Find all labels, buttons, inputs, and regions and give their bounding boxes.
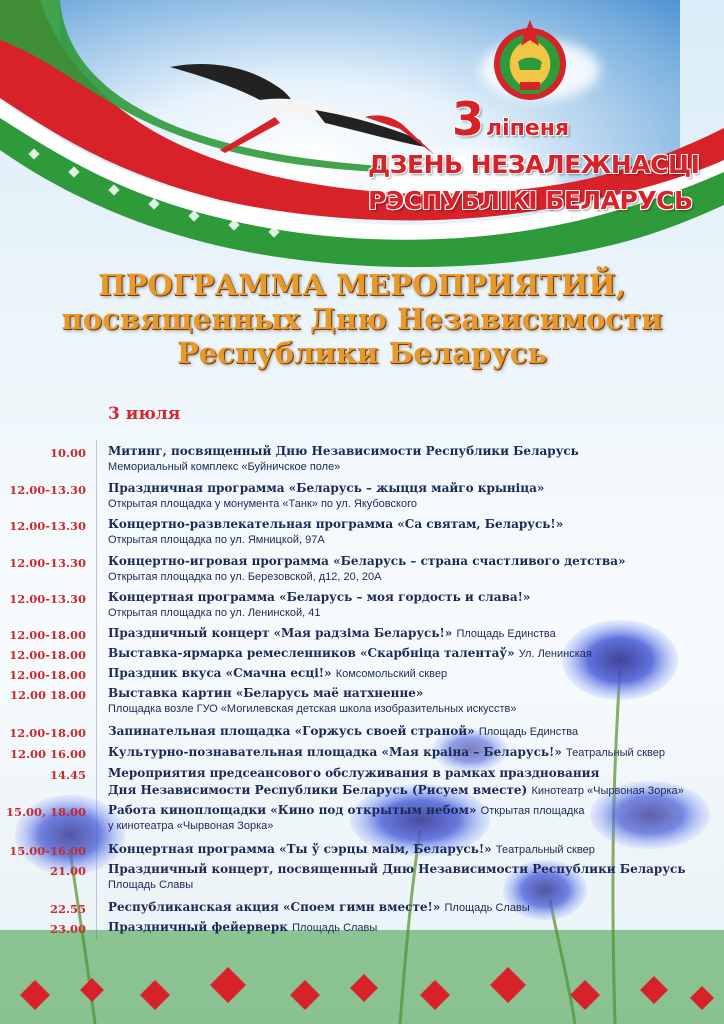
- event-title: Концертно-развлекательная программа «Са святам, Беларусь!»: [108, 517, 564, 531]
- date-heading: 3 июля: [108, 404, 181, 424]
- event-time: 12.00-18.00: [9, 668, 86, 682]
- event-title: Концертная программа «Ты ў сэрцы маім, Беларусь!» Театральный сквер: [108, 842, 595, 856]
- event-time: 21.00: [49, 864, 86, 878]
- event-title: Праздничный фейерверк Площадь Славы: [108, 920, 378, 934]
- event-place: Открытая площадка по ул. Ленинской, 41: [108, 607, 321, 619]
- stork-illustration: [165, 55, 445, 165]
- event-time: 12.00-13.30: [9, 556, 86, 570]
- event-title: Республиканская акция «Споем гимн вместе!» Площадь Славы: [108, 900, 530, 914]
- banner-date-number: 3: [452, 92, 485, 146]
- event-place: Мемориальный комплекс «Буйничское поле»: [108, 461, 341, 473]
- event-title: Работа киноплощадки «Кино под открытым небом» Открытая площадка: [108, 803, 585, 817]
- event-time: 10.00: [49, 446, 86, 460]
- event-time: 15.00-16.00: [9, 844, 86, 858]
- event-title: Дня Независимости Республики Беларусь (Рисуем вместе) Кинотеатр «Чырвоная Зорка»: [108, 783, 684, 797]
- event-time: 23.00: [49, 922, 86, 936]
- event-place: Открытая площадка по ул. Ямницкой, 97А: [108, 534, 325, 546]
- coat-of-arms-emblem: [488, 18, 572, 104]
- event-place: Площадка возле ГУО «Могилевская детская школа изобразительных искусств»: [108, 703, 517, 715]
- event-title: Мероприятия предсеансового обслуживания в рамках празднования: [108, 766, 600, 780]
- title-line-1: ПРОГРАММА МЕРОПРИЯТИЙ,: [98, 268, 626, 302]
- event-place: Площадь Славы: [108, 879, 194, 891]
- banner-line-1: ДЗЕНЬ НЕЗАЛЕЖНАСЦІ: [368, 150, 700, 179]
- event-place: у кинотеатра «Чырвоная Зорка»: [108, 820, 274, 832]
- event-title: Праздничный концерт, посвященный Дню Независимости Республики Беларусь: [108, 862, 686, 876]
- event-time: 14.45: [49, 768, 86, 782]
- event-time: 12.00-18.00: [9, 648, 86, 662]
- page-title: [0, 268, 724, 371]
- event-time: 15.00, 18.00: [5, 805, 86, 819]
- event-title: Праздничный концерт «Мая радзіма Беларусь!» Площадь Единства: [108, 626, 556, 640]
- event-time: 22.55: [49, 902, 86, 916]
- event-title: Праздничная программа «Беларусь – жыцця майго крыніца»: [108, 481, 545, 495]
- event-time: 12.00-13.30: [9, 483, 86, 497]
- event-title: Концертно-игровая программа «Беларусь – страна счастливого детства»: [108, 554, 626, 568]
- event-title: Выставка-ярмарка ремесленников «Скарбніца талентаў» Ул. Ленинская: [108, 646, 592, 660]
- event-time: 12.00-18.00: [9, 628, 86, 642]
- banner-line-2: РЭСПУБЛІКІ БЕЛАРУСЬ: [368, 186, 693, 215]
- banner-date-month: ліпеня: [486, 116, 570, 141]
- event-place: Открытая площадка у монумента «Танк» по ул. Якубовского: [108, 498, 417, 510]
- event-time: 12.00-13.30: [9, 519, 86, 533]
- event-place: Открытая площадка по ул. Березовской, д12, 20, 20А: [108, 571, 382, 583]
- event-time: 12.00 18.00: [9, 688, 86, 702]
- event-title: Культурно-познавательная площадка «Мая краіна – Беларусь!» Театральный сквер: [108, 745, 665, 759]
- event-time: 12.00-13.30: [9, 592, 86, 606]
- event-time: 12.00-18.00: [9, 726, 86, 740]
- event-title: Праздник вкуса «Смачна есці!» Комсомольский сквер: [108, 666, 448, 680]
- event-title: Выставка картин «Беларусь маё натхненне»: [108, 686, 424, 700]
- title-line-2: посвященных Дню Независимости: [61, 302, 663, 337]
- title-line-3: Республики Беларусь: [176, 336, 548, 371]
- event-title: Митинг, посвященный Дню Независимости Республики Беларусь: [108, 444, 579, 458]
- event-title: Запинательная площадка «Горжусь своей страной» Площадь Единства: [108, 724, 579, 738]
- event-time: 12.00 16.00: [9, 747, 86, 761]
- event-title: Концертная программа «Беларусь – моя гордость и слава!»: [108, 590, 531, 604]
